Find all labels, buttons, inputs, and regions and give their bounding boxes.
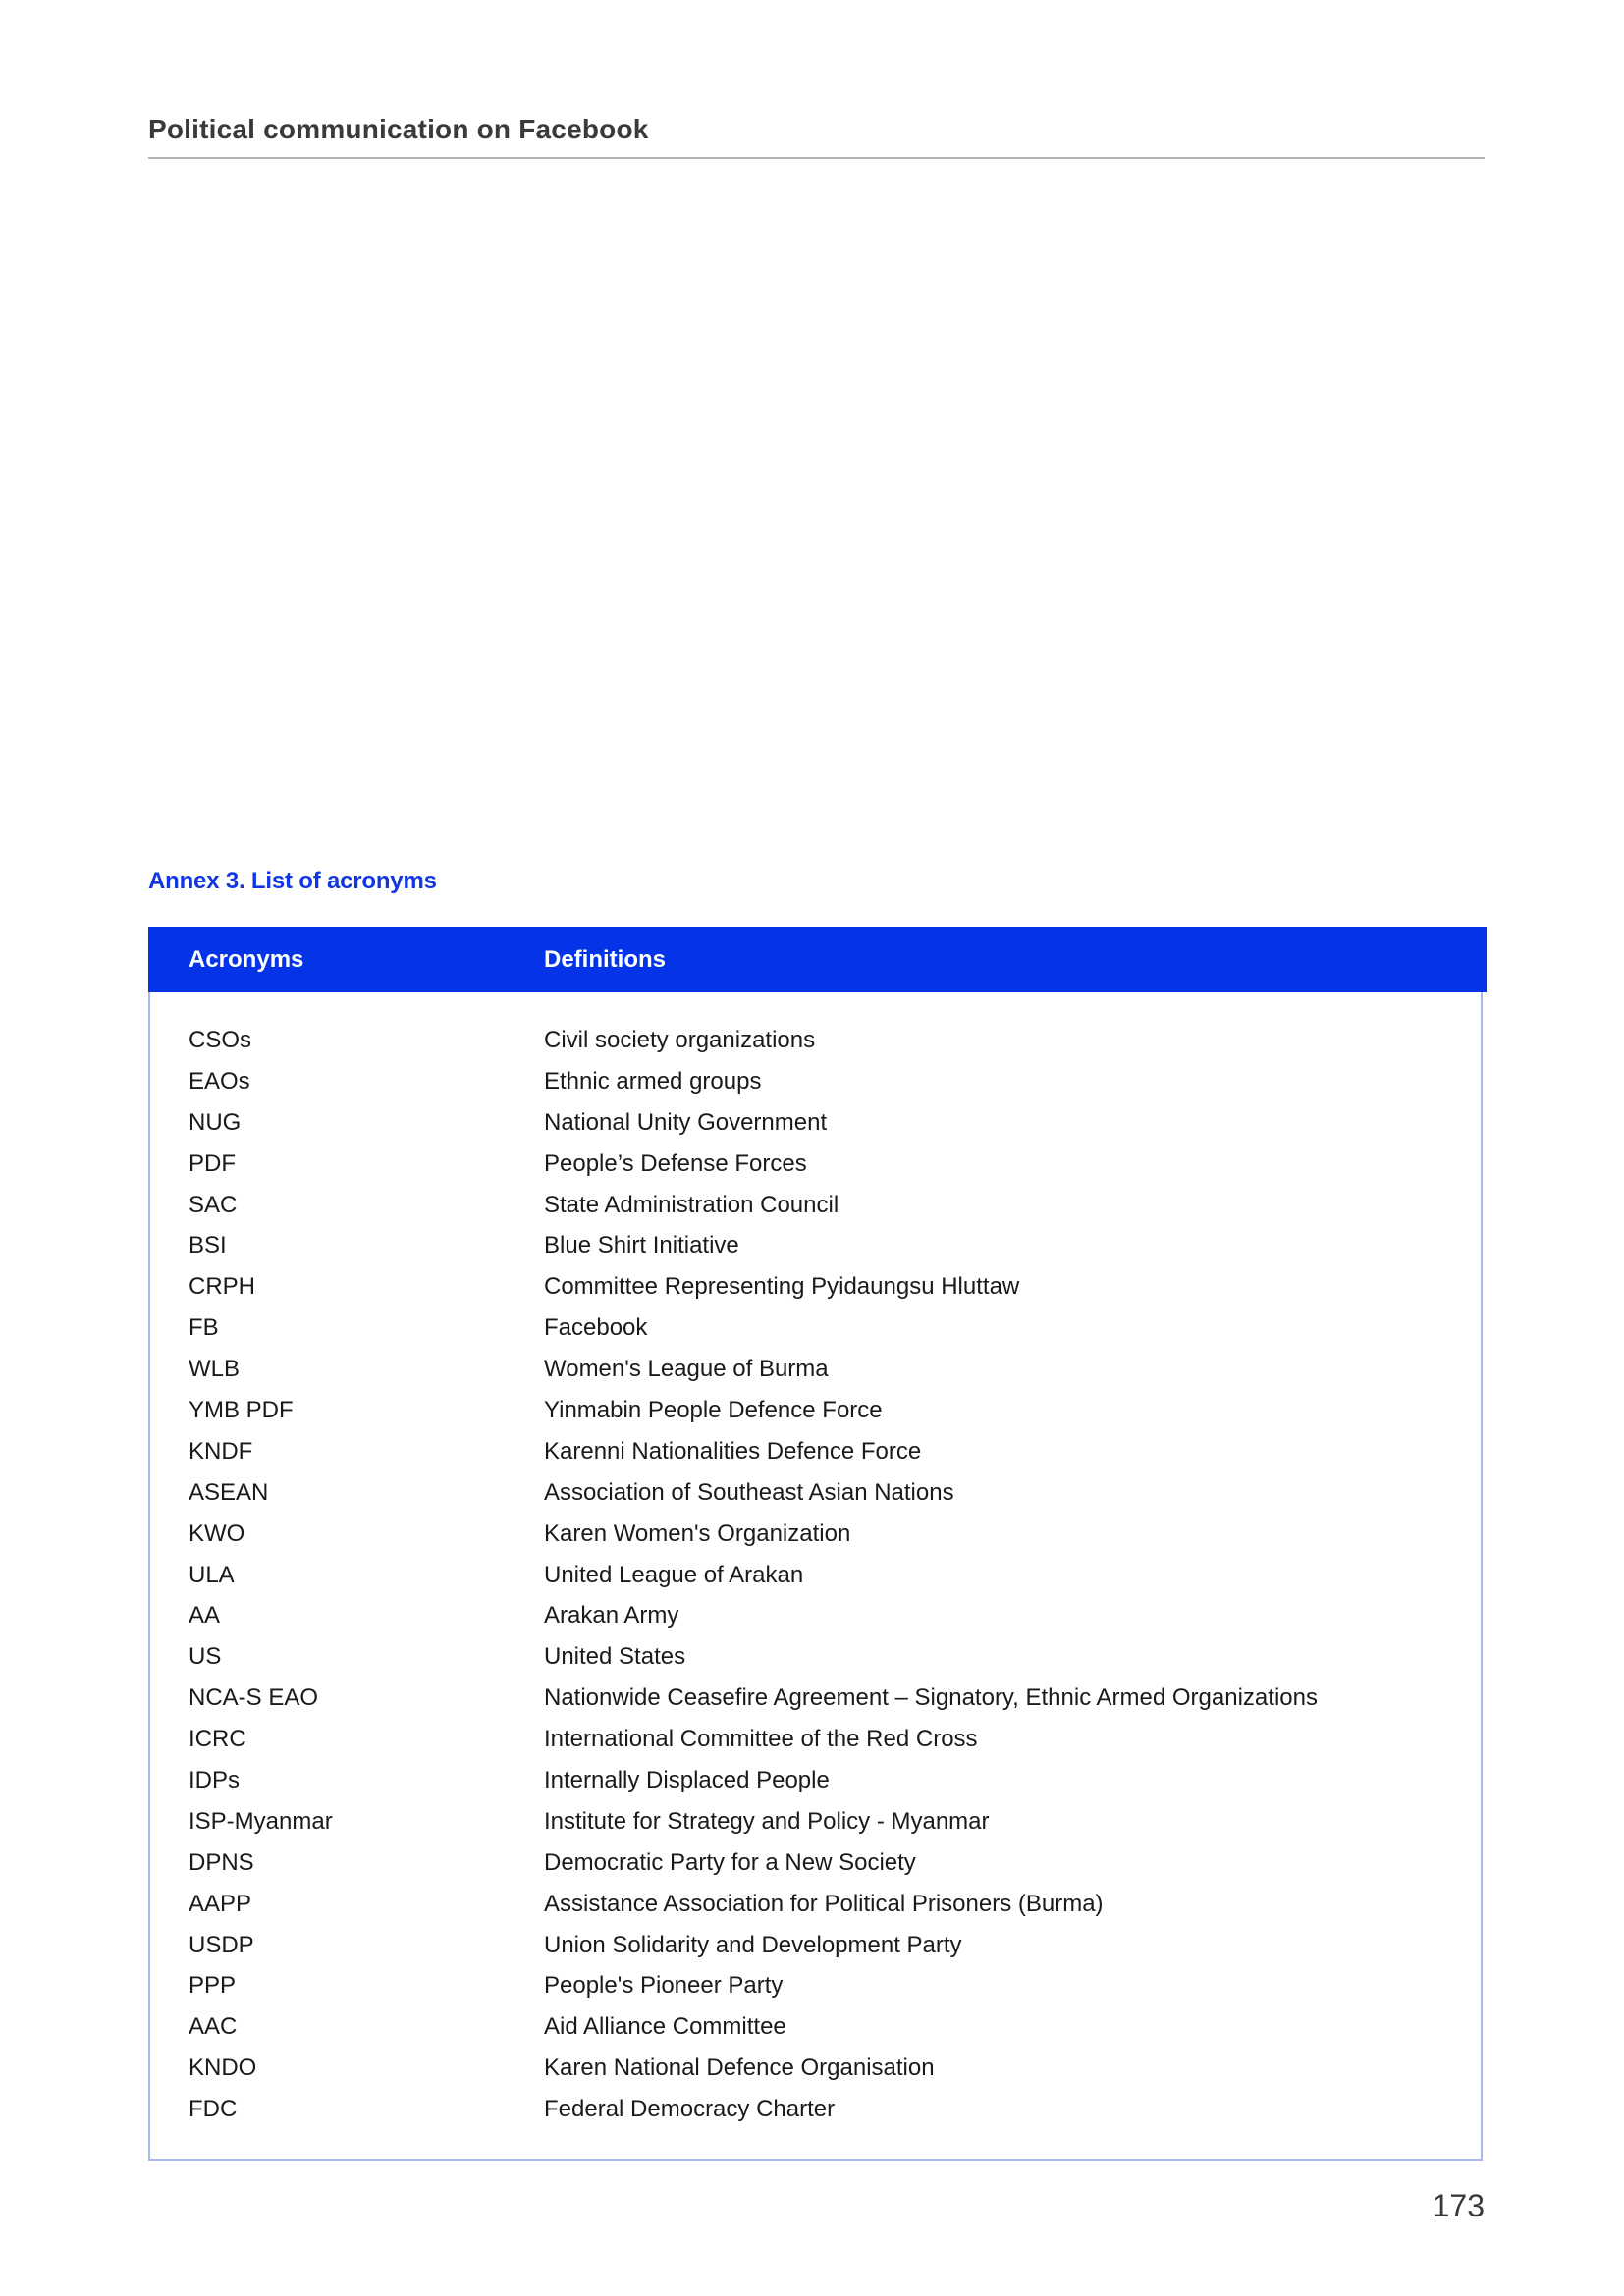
acronym-cell: EAOs (189, 1067, 250, 1095)
acronym-cell: FB (189, 1314, 219, 1342)
table-row (150, 1150, 1481, 1192)
acronym-cell: ICRC (189, 1726, 246, 1753)
definition-cell: State Administration Council (544, 1191, 839, 1218)
definition-cell: National Unity Government (544, 1108, 828, 1136)
table-row (150, 1232, 1481, 1273)
definition-cell: International Committee of the Red Cross (544, 1726, 978, 1753)
definition-cell: Arakan Army (544, 1602, 679, 1629)
definition-cell: Nationwide Ceasefire Agreement – Signatory, Ethnic Armed Organizations (544, 1684, 1318, 1712)
table-row (150, 1767, 1481, 1808)
column-header-definitions: Definitions (544, 946, 666, 973)
acronym-cell: US (189, 1643, 222, 1671)
table-row (150, 1972, 1481, 2013)
acronym-cell: BSI (189, 1232, 227, 1259)
definition-cell: Aid Alliance Committee (544, 2013, 786, 2041)
acronym-cell: ULA (189, 1561, 235, 1588)
acronym-table (148, 927, 1483, 2161)
table-body (150, 1027, 1481, 2137)
acronym-cell: SAC (189, 1191, 238, 1218)
table-row (150, 1849, 1481, 1891)
table-row (150, 1356, 1481, 1397)
column-header-acronyms: Acronyms (189, 946, 304, 973)
acronym-cell: PDF (189, 1149, 236, 1177)
definition-cell: Assistance Association for Political Prisoners (Burma) (544, 1890, 1104, 1917)
table-row (150, 1684, 1481, 1726)
page-number: 173 (1432, 2188, 1485, 2223)
table-row (150, 1192, 1481, 1233)
definition-cell: Democratic Party for a New Society (544, 1848, 916, 1876)
acronym-cell: NCA-S EAO (189, 1684, 319, 1712)
acronym-cell: USDP (189, 1931, 254, 1958)
acronym-cell: IDPs (189, 1767, 241, 1794)
definition-cell: Women's League of Burma (544, 1356, 829, 1383)
table-header-row (148, 927, 1487, 992)
table-row (150, 1643, 1481, 1684)
table-row (150, 1273, 1481, 1314)
acronym-cell: CSOs (189, 1027, 252, 1053)
acronym-cell: YMB PDF (189, 1397, 294, 1424)
table-row (150, 2055, 1481, 2096)
acronym-cell: KNDO (189, 2055, 257, 2082)
acronym-cell: AA (189, 1602, 221, 1629)
table-row (150, 1314, 1481, 1356)
table-row (150, 1479, 1481, 1521)
definition-cell: Ethnic armed groups (544, 1067, 762, 1095)
annex-heading: Annex 3. List of acronyms (148, 868, 437, 894)
definition-cell: Internally Displaced People (544, 1767, 830, 1794)
acronym-cell: ASEAN (189, 1478, 269, 1506)
acronym-cell: FDC (189, 2096, 238, 2123)
acronym-cell: WLB (189, 1356, 241, 1383)
table-row (150, 1808, 1481, 1849)
table-row (150, 2013, 1481, 2055)
document-title: Political communication on Facebook (148, 114, 649, 144)
table-row (150, 1068, 1481, 1109)
definition-cell: Karen Women's Organization (544, 1520, 851, 1547)
header-rule (148, 157, 1485, 159)
table-row (150, 1726, 1481, 1767)
acronym-cell: KNDF (189, 1437, 253, 1465)
acronym-cell: DPNS (189, 1848, 254, 1876)
acronym-cell: AAPP (189, 1890, 252, 1917)
acronym-cell: PPP (189, 1972, 237, 2000)
table-row (150, 1027, 1481, 1068)
definition-cell: People’s Defense Forces (544, 1149, 807, 1177)
acronym-cell: ISP-Myanmar (189, 1807, 333, 1835)
definition-cell: Institute for Strategy and Policy - Myanmar (544, 1807, 990, 1835)
table-row (150, 1521, 1481, 1562)
table-row (150, 2096, 1481, 2137)
table-row (150, 1932, 1481, 1973)
table-row (150, 1602, 1481, 1643)
table-row (150, 1397, 1481, 1438)
table-row (150, 1562, 1481, 1603)
table-row (150, 1891, 1481, 1932)
definition-cell: Karenni Nationalities Defence Force (544, 1437, 922, 1465)
table-row (150, 1109, 1481, 1150)
definition-cell: Blue Shirt Initiative (544, 1232, 739, 1259)
definition-cell: Yinmabin People Defence Force (544, 1397, 883, 1424)
running-header (148, 112, 1485, 159)
definition-cell: Civil society organizations (544, 1027, 816, 1053)
definition-cell: Committee Representing Pyidaungsu Hluttaw (544, 1273, 1020, 1301)
definition-cell: Karen National Defence Organisation (544, 2055, 935, 2082)
definition-cell: Facebook (544, 1314, 648, 1342)
definition-cell: People's Pioneer Party (544, 1972, 784, 2000)
acronym-cell: CRPH (189, 1273, 256, 1301)
acronym-cell: NUG (189, 1108, 242, 1136)
acronym-cell: KWO (189, 1520, 245, 1547)
table-row (150, 1438, 1481, 1479)
definition-cell: United League of Arakan (544, 1561, 804, 1588)
definition-cell: Federal Democracy Charter (544, 2096, 836, 2123)
definition-cell: Association of Southeast Asian Nations (544, 1478, 954, 1506)
acronym-cell: AAC (189, 2013, 238, 2041)
definition-cell: Union Solidarity and Development Party (544, 1931, 962, 1958)
definition-cell: United States (544, 1643, 686, 1671)
